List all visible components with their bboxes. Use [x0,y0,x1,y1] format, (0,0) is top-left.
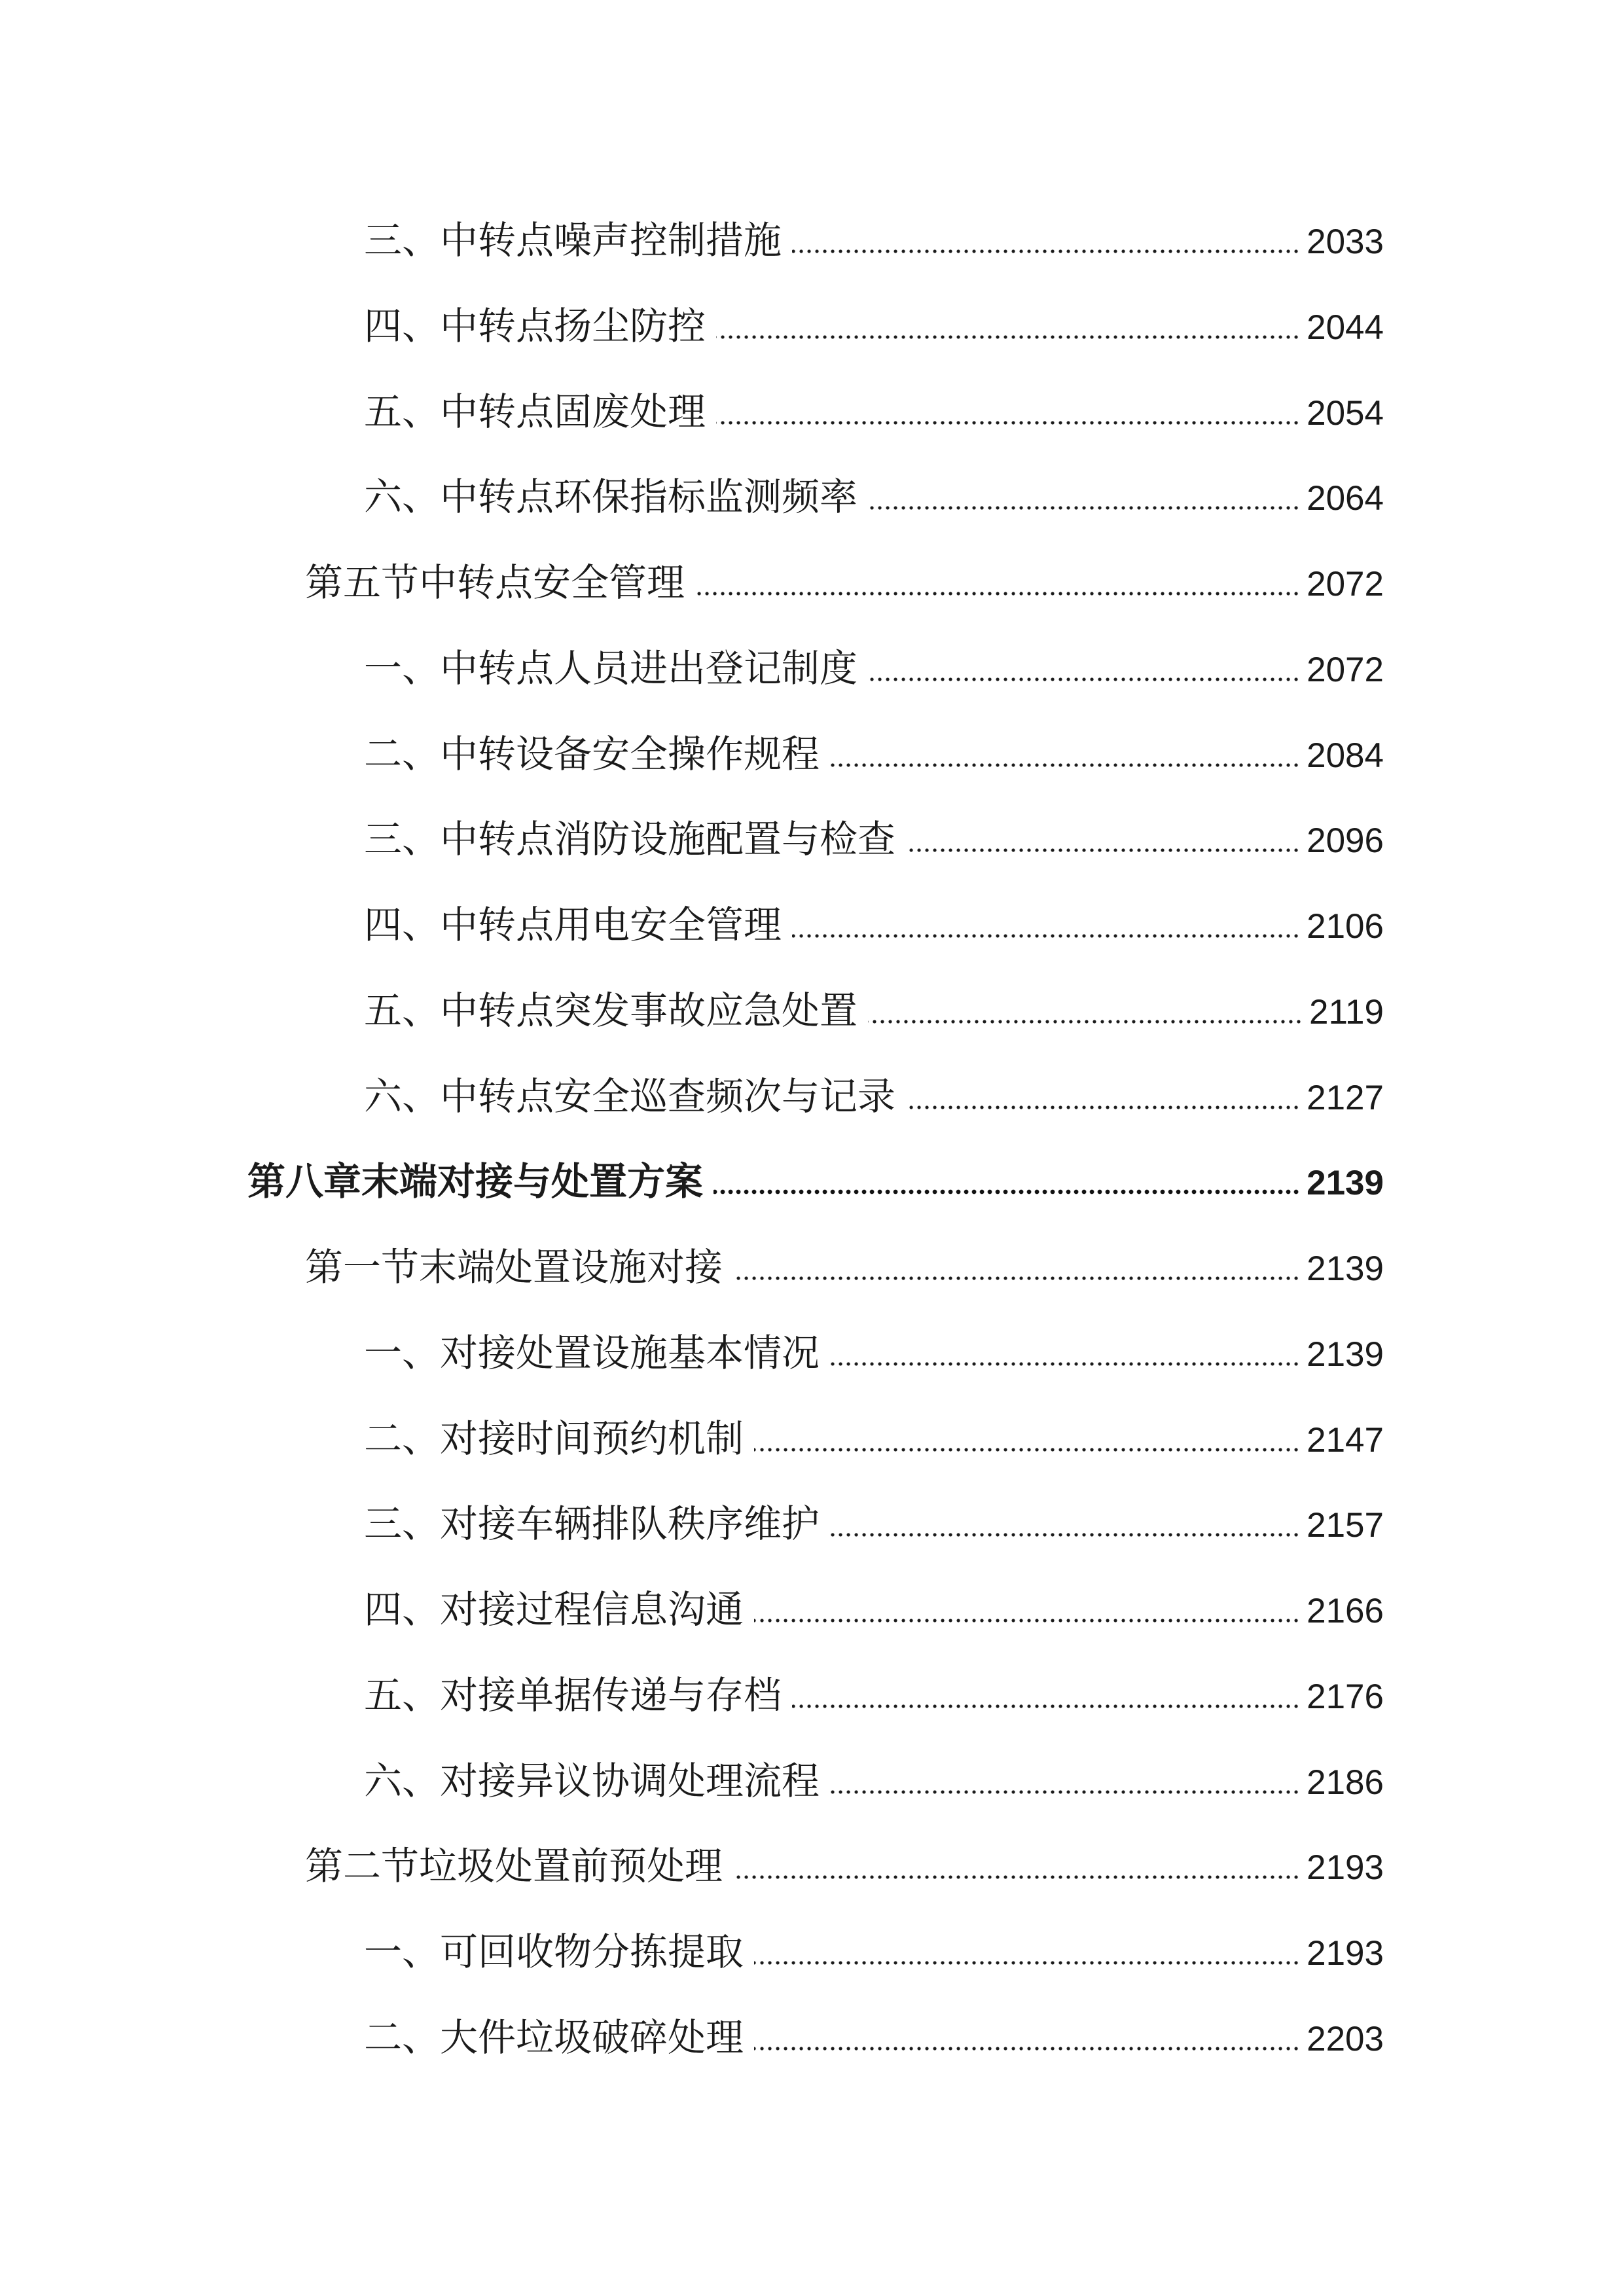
toc-entry [247,882,1384,968]
toc-entry-title: 第一节末端处置设施对接 [305,1245,723,1289]
toc-page-number: 2186 [1307,1763,1384,1802]
toc-entry [247,968,1384,1054]
toc-entry [247,198,1384,283]
toc-entry [247,1481,1384,1567]
toc-leader-dots [868,506,1300,510]
toc-section-entry [247,540,1384,626]
toc-page-number: 2193 [1307,1934,1384,1973]
toc-leader-dots [713,1189,1300,1194]
toc-entry-title: 三、中转点噪声控制措施 [364,218,782,262]
toc-entry [247,1396,1384,1482]
toc-entry-title: 二、中转设备安全操作规程 [364,731,820,776]
toc-entry [247,626,1384,711]
toc-leader-dots [830,1362,1300,1366]
toc-entry [247,1738,1384,1824]
toc-page-number: 2193 [1307,1848,1384,1888]
toc-entry [247,283,1384,369]
toc-page-number: 2072 [1307,650,1384,689]
toc-page-number: 2072 [1307,565,1384,603]
toc-page-number: 2096 [1307,821,1384,861]
toc-entry-title: 六、中转点安全巡查频次与记录 [364,1073,896,1119]
toc-leader-dots [830,1533,1300,1537]
toc-entry [247,1054,1384,1139]
toc-leader-dots [754,1619,1300,1623]
toc-page-number: 2033 [1307,223,1384,261]
toc-entry-title: 五、中转点突发事故应急处置 [364,988,858,1033]
toc-leader-dots [754,1961,1300,1965]
toc-entry-title: 六、中转点环保指标监测频率 [364,475,858,520]
toc-leader-dots [792,249,1300,253]
toc-page-number: 2127 [1307,1078,1384,1117]
toc-leader-dots [830,763,1300,767]
toc-chapter-entry [247,1139,1384,1225]
toc-leader-dots [754,2047,1300,2051]
toc-entry [247,711,1384,797]
toc-entry-title: 第五节中转点安全管理 [305,560,685,605]
toc-entry-title: 第二节垃圾处置前预处理 [305,1844,723,1889]
toc-page-number: 2157 [1307,1506,1384,1545]
toc-entry-title: 一、对接处置设施基本情况 [364,1330,820,1375]
toc-chapter-title: 第八章末端对接与处置方案 [247,1159,704,1204]
toc-leader-dots [733,1276,1300,1280]
toc-leader-dots [830,1790,1300,1794]
toc-leader-dots [733,1875,1300,1879]
toc-page-number: 2064 [1307,479,1384,518]
toc-leader-dots [868,1020,1303,1024]
toc-page-number: 2119 [1309,992,1384,1031]
toc-entry [247,369,1384,455]
toc-page-number: 2139 [1307,1249,1384,1288]
toc-entry-title: 四、中转点用电安全管理 [364,903,782,947]
toc-page-number: 2044 [1307,308,1384,347]
toc-entry-title: 四、对接过程信息沟通 [364,1587,744,1632]
toc-entry [247,797,1384,882]
toc-page-number: 2166 [1307,1592,1384,1630]
toc-page-number: 2147 [1307,1420,1384,1460]
toc-entry-title: 二、大件垃圾破碎处理 [364,2015,744,2060]
toc-leader-dots [695,592,1300,596]
toc-leader-dots [906,1105,1300,1109]
toc-leader-dots [754,1448,1300,1452]
toc-entry [247,1310,1384,1396]
toc-entry-title: 六、对接异议协调处理流程 [364,1758,820,1803]
toc-page-number: 2054 [1307,393,1384,433]
toc-page-number: 2203 [1307,2019,1384,2058]
toc-section-entry [247,1823,1384,1909]
toc-entry [247,1995,1384,2081]
toc-leader-dots [792,934,1300,938]
toc-leader-dots [792,1704,1300,1708]
toc-page-number: 2084 [1307,736,1384,775]
toc-entry [247,1653,1384,1738]
toc-page-number: 2139 [1307,1335,1384,1374]
toc-section-entry [247,1225,1384,1310]
toc-entry-title: 四、中转点扬尘防控 [364,303,706,348]
toc-leader-dots [716,335,1300,339]
toc-entry-title: 三、中转点消防设施配置与检查 [364,817,896,862]
toc-page-number: 2176 [1307,1677,1384,1716]
toc-entry-title: 五、对接单据传递与存档 [364,1672,782,1717]
toc-page-number: 2106 [1307,907,1384,946]
toc-entry-title: 二、对接时间预约机制 [364,1416,744,1461]
toc-entry-title: 一、可回收物分拣提取 [364,1929,744,1974]
toc-entry-title: 一、中转点人员进出登记制度 [364,645,858,691]
toc-entry [247,1567,1384,1653]
toc-entry [247,454,1384,540]
toc-page-number: 2139 [1307,1164,1384,1203]
table-of-contents [247,198,1384,2081]
toc-entry-title: 三、对接车辆排队秩序维护 [364,1501,820,1547]
toc-leader-dots [868,677,1300,681]
toc-entry [247,1909,1384,1995]
toc-leader-dots [716,421,1300,425]
toc-entry-title: 五、中转点固废处理 [364,389,706,434]
toc-leader-dots [906,848,1300,852]
